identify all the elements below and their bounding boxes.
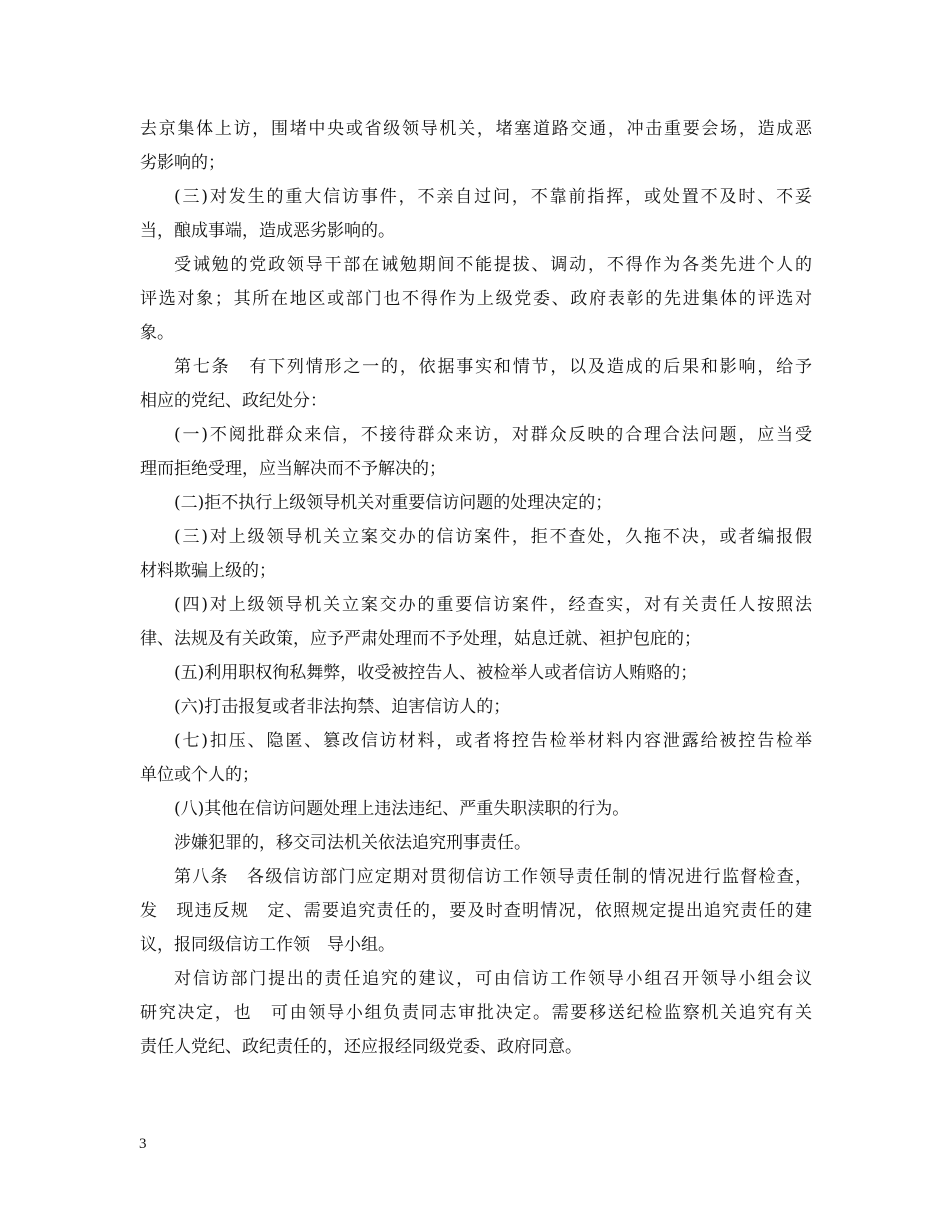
document-body (140, 112, 812, 1064)
text-line: 受诫勉的党政领导干部在诫勉期间不能提拔、调动，不得作为各类先进个人的 (174, 255, 812, 275)
text-line: 律、法规及有关政策，应予严肃处理而不予处理，姑息迁就、袒护包庇的； (140, 629, 701, 649)
text-line: 研究决定，也 可由领导小组负责同志审批决定。需要移送纪检监察机关追究有关 (140, 1003, 812, 1023)
text-line: 理而拒绝受理，应当解决而不予解决的； (140, 459, 446, 479)
text-line: 评选对象；其所在地区或部门也不得作为上级党委、政府表彰的先进集体的评选对 (140, 289, 812, 309)
text-line: (一)不阅批群众来信，不接待群众来访，对群众反映的合理合法问题，应当受 (174, 425, 812, 445)
text-line: 象。 (140, 323, 174, 343)
text-line: 责任人党纪、政纪责任的，还应报经同级党委、政府同意。 (140, 1037, 582, 1057)
text-line: 单位或个人的； (140, 765, 259, 785)
text-line: 涉嫌犯罪的，移交司法机关依法追究刑事责任。 (174, 833, 531, 853)
text-line: (五)利用职权徇私舞弊，收受被控告人、被检举人或者信访人贿赂的； (174, 663, 698, 683)
text-line: 议，报同级信访工作领 导小组。 (140, 935, 395, 955)
text-line: 劣影响的； (140, 153, 225, 173)
text-line: 发 现违反规 定、需要追究责任的，要及时查明情况，依照规定提出追究责任的建 (140, 901, 812, 921)
text-line: 第八条 各级信访部门应定期对贯彻信访工作领导责任制的情况进行监督检查， (174, 867, 812, 887)
text-line: 第七条 有下列情形之一的，依据事实和情节，以及造成的后果和影响，给予 (174, 357, 812, 377)
text-line: (六)打击报复或者非法拘禁、迫害信访人的； (174, 697, 511, 717)
text-line: (八)其他在信访问题处理上违法违纪、严重失职渎职的行为。 (174, 799, 630, 819)
text-line: (三)对上级领导机关立案交办的信访案件，拒不查处，久拖不决，或者编报假 (174, 527, 812, 547)
text-line: 相应的党纪、政纪处分： (140, 391, 327, 411)
text-line: 对信访部门提出的责任追究的建议，可由信访工作领导小组召开领导小组会议 (174, 969, 812, 989)
text-line: (三)对发生的重大信访事件，不亲自过问，不靠前指挥，或处置不及时、不妥 (174, 187, 812, 207)
text-line: (四)对上级领导机关立案交办的重要信访案件，经查实，对有关责任人按照法 (174, 595, 812, 615)
text-line: 去京集体上访，围堵中央或省级领导机关，堵塞道路交通，冲击重要会场，造成恶 (140, 119, 812, 139)
text-line: 当，酿成事端，造成恶劣影响的。 (140, 221, 395, 241)
page-number: 3 (139, 1136, 147, 1152)
text-line: (七)扣压、隐匿、篡改信访材料，或者将控告检举材料内容泄露给被控告检举 (174, 731, 812, 751)
text-line: 材料欺骗上级的； (140, 561, 276, 581)
text-line: (二)拒不执行上级领导机关对重要信访问题的处理决定的； (174, 493, 613, 513)
